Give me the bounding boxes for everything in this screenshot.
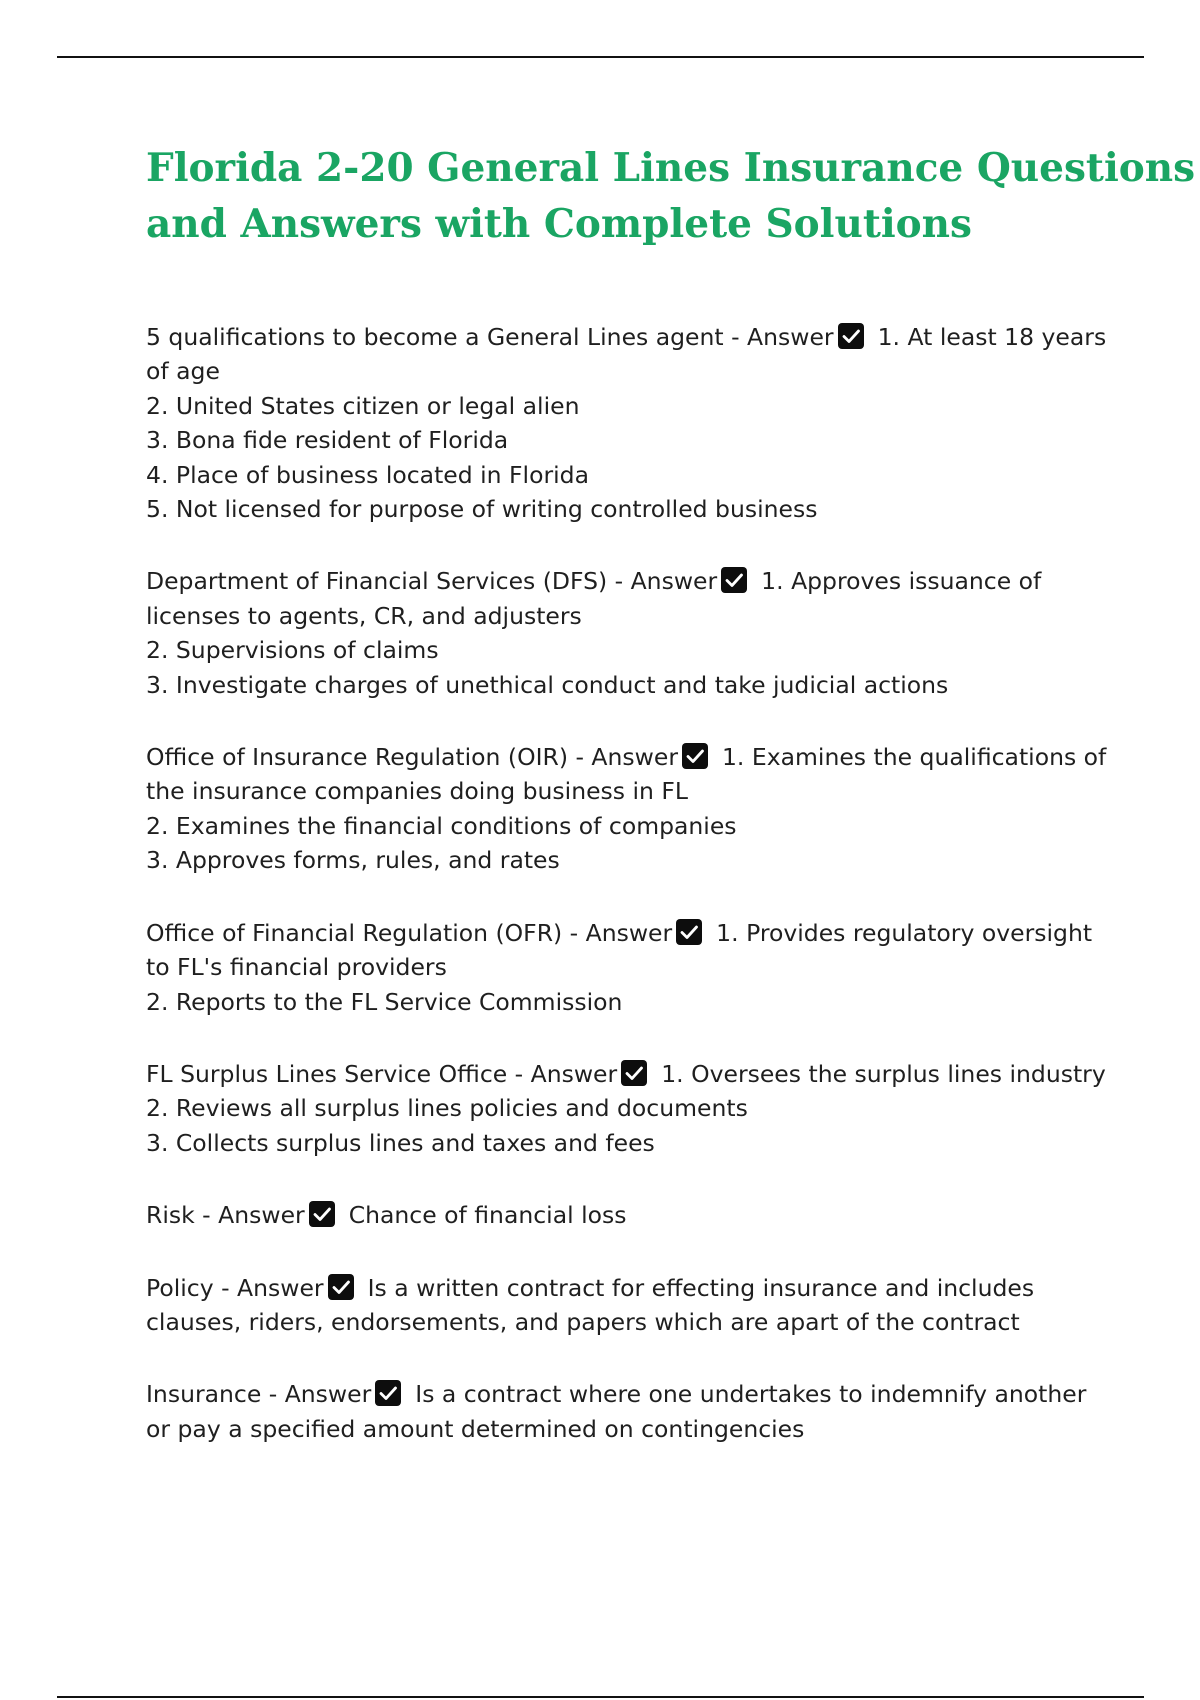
qa-question: Department of Financial Services (DFS) - Answer xyxy=(146,567,718,596)
qa-answer-start: 1. Provides regulatory oversight xyxy=(716,918,1093,947)
qa-answer-line: 5. Not licensed for purpose of writing controlled business xyxy=(146,495,818,524)
qa-answer-line: 4. Place of business located in Florida xyxy=(146,460,589,489)
check-box-icon xyxy=(328,1274,354,1300)
qa-item xyxy=(146,564,1106,702)
qa-first-line xyxy=(146,1057,1106,1091)
qa-answer-start: 1. Oversees the surplus lines industry xyxy=(661,1059,1106,1088)
check-box-icon xyxy=(682,743,708,769)
qa-first-line xyxy=(146,320,1106,354)
qa-first-line xyxy=(146,916,1106,950)
qa-answer-line: licenses to agents, CR, and adjusters xyxy=(146,601,582,630)
qa-answer-start: Is a written contract for effecting insurance and includes xyxy=(367,1273,1035,1302)
qa-answer-line: 2. Supervisions of claims xyxy=(146,636,439,665)
qa-answer-line: 2. Reviews all surplus lines policies and documents xyxy=(146,1094,748,1123)
qa-item xyxy=(146,1377,1106,1446)
qa-item xyxy=(146,1057,1106,1160)
qa-answer-line: or pay a specified amount determined on contingencies xyxy=(146,1414,805,1443)
qa-answer-line: 3. Investigate charges of unethical conduct and take judicial actions xyxy=(146,670,949,699)
title-line-1: Florida 2-20 General Lines Insurance Questions xyxy=(146,145,1196,191)
qa-answer-start: 1. Examines the qualifications of xyxy=(721,743,1107,772)
check-box-icon xyxy=(375,1380,401,1406)
document-title xyxy=(146,140,1196,252)
qa-answer-line: 2. United States citizen or legal alien xyxy=(146,391,580,420)
check-box-icon xyxy=(676,919,702,945)
qa-answer-start: Chance of financial loss xyxy=(348,1201,627,1230)
qa-answer-line: clauses, riders, endorsements, and papers which are apart of the contract xyxy=(146,1307,1020,1336)
check-box-icon xyxy=(838,323,864,349)
qa-first-line xyxy=(146,1271,1106,1305)
qa-item xyxy=(146,916,1106,1019)
check-box-icon xyxy=(621,1060,647,1086)
qa-question: Insurance - Answer xyxy=(146,1380,372,1409)
qa-answer-line: of age xyxy=(146,357,220,386)
qa-item xyxy=(146,740,1106,878)
title-line-2: and Answers with Complete Solutions xyxy=(146,201,972,247)
qa-first-line xyxy=(146,564,1106,598)
qa-answer-line: the insurance companies doing business in FL xyxy=(146,777,689,806)
qa-question: Office of Insurance Regulation (OIR) - Answer xyxy=(146,743,678,772)
qa-answer-line: 3. Approves forms, rules, and rates xyxy=(146,846,560,875)
bottom-rule xyxy=(57,1696,1144,1698)
qa-item xyxy=(146,1271,1106,1340)
qa-answer-line: 3. Bona fide resident of Florida xyxy=(146,426,509,455)
qa-answer-start: Is a contract where one undertakes to indemnify another xyxy=(415,1380,1087,1409)
qa-list xyxy=(146,320,1106,1446)
qa-first-line xyxy=(146,1377,1106,1411)
qa-answer-line: to FL's financial providers xyxy=(146,953,447,982)
check-box-icon xyxy=(721,567,747,593)
qa-first-line xyxy=(146,740,1106,774)
qa-item xyxy=(146,1198,1106,1232)
qa-question: Risk - Answer xyxy=(146,1201,305,1230)
qa-first-line xyxy=(146,1198,1106,1232)
qa-answer-start: 1. Approves issuance of xyxy=(761,567,1042,596)
qa-question: FL Surplus Lines Service Office - Answer xyxy=(146,1059,618,1088)
qa-answer-line: 2. Reports to the FL Service Commission xyxy=(146,987,623,1016)
top-rule xyxy=(57,56,1144,58)
check-box-icon xyxy=(309,1201,335,1227)
qa-question: Office of Financial Regulation (OFR) - Answer xyxy=(146,918,673,947)
qa-answer-line: 2. Examines the financial conditions of companies xyxy=(146,811,737,840)
qa-question: 5 qualifications to become a General Lines agent - Answer xyxy=(146,323,834,351)
qa-answer-line: 3. Collects surplus lines and taxes and fees xyxy=(146,1128,655,1157)
qa-answer-start: 1. At least 18 years xyxy=(877,323,1107,351)
qa-question: Policy - Answer xyxy=(146,1273,324,1302)
qa-item xyxy=(146,320,1106,526)
